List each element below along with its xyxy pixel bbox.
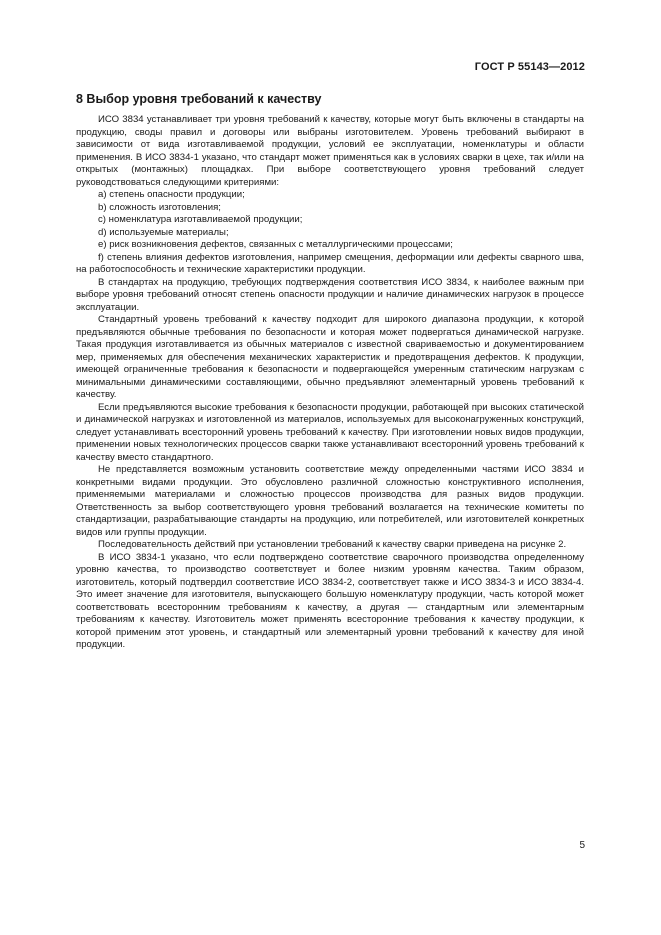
standard-code: ГОСТ Р 55143—2012 bbox=[474, 61, 585, 73]
criteria-item-f: f) степень влияния дефектов изготовления, например смещения, деформации или дефекты сварного шва, на работоспособность и технические характеристики продукции. bbox=[76, 251, 584, 275]
section-title: 8 Выбор уровня требований к качеству bbox=[76, 92, 322, 106]
criteria-item-a: a) степень опасности продукции; bbox=[98, 189, 245, 200]
criteria-item-b: b) сложность изготовления; bbox=[98, 201, 221, 213]
criteria-item-e: e) риск возникновения дефектов, связанных с металлургическими процессами; bbox=[98, 239, 453, 250]
criteria-item-d: d) используемые материалы; bbox=[98, 226, 229, 238]
paragraph-lower-levels: В ИСО 3834-1 указано, что если подтверждено соответствие сварочного производства определенному уровню качества, то производство соответствует и более низким уровням качества. Таким образом, изготовитель, который подтвердил соответствие ИСО 3834-2, соответствует также и ИСО 3834-3 и ИСО 3834-4. Это имеет значение для изготовителя, выпускающего большую номенклатуру продукции, часть которой может соответствовать всесторонним требованиям к качеству, а другая — стандартным или элементарным требованиям к качеству. Изготовитель может применять всесторонние требования к качеству продукции, к которой применим этот уровень, и стандартный или элементарный уровни требований к качеству для иной продукции. bbox=[76, 551, 584, 650]
paragraph-figure-reference: Последовательность действий при установлении требований к качеству сварки приведена на рисунке 2. bbox=[98, 539, 567, 550]
paragraph-no-correspondence: Не представляется возможным установить соответствие между определенными частями ИСО 3834 и конкретными видами продукции. Это обусловлено различной сложностью конструктивного исполнения, применяемыми материалами и сложностью процессов производства для разных видов продукции. Ответственность за выбор соответствующего уровня требований возлагается на технические комитеты по стандартизации, разрабатывающие стандарты на продукцию, или потребителей, или изготовителей конкретных видов или группы продукции. bbox=[76, 464, 584, 538]
paragraph-standard-level: Стандартный уровень требований к качеству подходит для широкого диапазона продукции, к которой предъявляются обычные требования по безопасности и которая может подвергаться динамической нагрузке. Такая продукция изготавливается из обычных материалов с известной свариваемостью и документированием мер, применяемых для обеспечения механических характеристик и предотвращения дефектов. К продукции, имеющей ограниченные требования к безопасности и подвергающейся умеренным статическим нагрузкам с минимальными динамическими составляющими, обычно предъявляют элементарный уровень требований к качеству. bbox=[76, 314, 584, 400]
paragraph-hazard-dynamic: В стандартах на продукцию, требующих подтверждения соответствия ИСО 3834, к наиболее важным при выборе уровня требований относят степень опасности продукции и наличие динамических нагрузок в процессе эксплуатации. bbox=[76, 276, 584, 313]
page-number: 5 bbox=[579, 840, 585, 851]
page-content bbox=[76, 92, 584, 652]
intro-paragraph: ИСО 3834 устанавливает три уровня требований к качеству, которые могут быть включены в стандарты на продукцию, своды правил и договоры или выбраны изготовителем. Уровень требований выбирают в зависимости от вида изготавливаемой продукции, условий ее эксплуатации, номенклатуры и области применения. В ИСО 3834-1 указано, что стандарт может применяться как в условиях сварки в цехе, так и/или на открытых (монтажных) площадках. При выборе соответствующего уровня требований следует руководствоваться следующими критериями: bbox=[76, 114, 584, 188]
criteria-item-c: c) номенклатура изготавливаемой продукции; bbox=[98, 214, 303, 225]
paragraph-comprehensive-level: Если предъявляются высокие требования к безопасности продукции, работающей при высоких статической и динамической нагрузках и изготовленной из материалов, используемых для высоконагруженных конструкций, следует устанавливать всесторонний уровень требований к качеству. При изготовлении новых видов продукции, применении новых технологических процессов сварки также устанавливают всесторонний уровень требований к качеству вместо стандартного. bbox=[76, 401, 584, 463]
